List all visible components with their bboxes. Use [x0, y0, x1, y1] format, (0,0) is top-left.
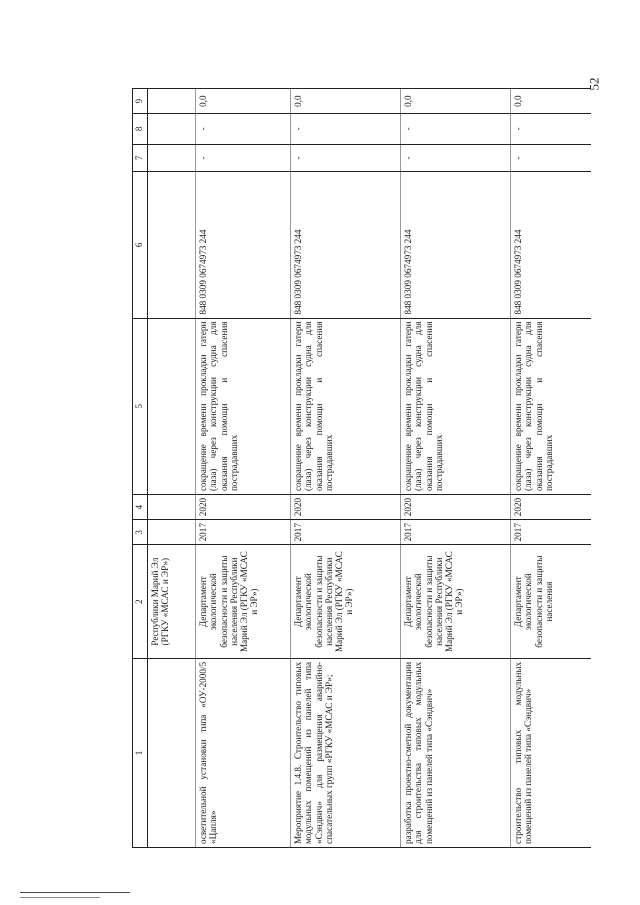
responsible-executor: Республики Марий Эл (РГКУ «МСАС и ЭР») [148, 545, 196, 658]
start-year: 2017 [291, 520, 401, 545]
measure-name [148, 658, 196, 847]
end-year: 2020 [511, 495, 591, 520]
start-year: 2017 [196, 520, 291, 545]
measure-name: строительство типовых модульных помещений из панелей типа «Сэндвич» [511, 658, 591, 847]
start-year: 2017 [401, 520, 511, 545]
col-header-3: 3 [133, 520, 148, 545]
value-col-8: - [511, 114, 591, 144]
measure-name: осветительной установки типа «ОУ-2000/5 «Цапля» [196, 658, 291, 847]
col-header-1: 1 [133, 658, 148, 847]
budget-code: 848 0309 0674973 244 [196, 172, 291, 318]
value-col-8: - [196, 114, 291, 144]
table-row [148, 89, 196, 848]
budget-code [148, 172, 196, 318]
col-header-5: 5 [133, 318, 148, 495]
end-year: 2020 [291, 495, 401, 520]
measure-name: Мероприятие 1.4.8. Строительство типовых модульных помещений из панелей типа «Сэндвич» для размещения аварийно-спасательных групп «РГКУ «МСАС и ЭР»; [291, 658, 401, 847]
budget-code: 848 0309 0674973 244 [511, 172, 591, 318]
end-year: 2020 [401, 495, 511, 520]
start-year: 2017 [511, 520, 591, 545]
value-col-7: - [196, 144, 291, 172]
value-col-7: - [511, 144, 591, 172]
responsible-executor: Департамент экологической безопасности и защиты населения [511, 545, 591, 658]
column-number-row [133, 89, 148, 848]
value-col-7: - [401, 144, 511, 172]
budget-code: 848 0309 0674973 244 [401, 172, 511, 318]
expected-result: сокращение времени прокладки гатери (лаза) через конструкции судна для оказания помощи и спасения пострадавших [511, 318, 591, 495]
budget-code: 848 0309 0674973 244 [291, 172, 401, 318]
end-year: 2020 [196, 495, 291, 520]
value-col-8: - [291, 114, 401, 144]
col-header-2: 2 [133, 545, 148, 658]
table-row [401, 89, 511, 848]
table-row [196, 89, 291, 848]
rotated-table-frame [132, 88, 554, 848]
value-col-8 [148, 114, 196, 144]
value-col-7 [148, 144, 196, 172]
expected-result: сокращение времени прокладки гатери (лаза) через конструкции судна для оказания помощи и спасения пострадавших [291, 318, 401, 495]
expected-result: сокращение времени прокладки гатери (лаза) через конструкции судна для оказания помощи и спасения пострадавших [196, 318, 291, 495]
table-row [291, 89, 401, 848]
scan-edge-line [20, 892, 130, 893]
col-header-9: 9 [133, 89, 148, 114]
end-year [148, 495, 196, 520]
value-col-9: 0,0 [401, 89, 511, 114]
value-col-9: 0,0 [196, 89, 291, 114]
scan-edge-line-2 [20, 897, 100, 898]
value-col-9: 0,0 [291, 89, 401, 114]
measure-name: разработка проектно-сметной документации для строительства типовых модульных помещений из панелей типа «Сэндвич» [401, 658, 511, 847]
value-col-9 [148, 89, 196, 114]
expected-result: сокращение времени прокладки гатери (лаза) через конструкции судна для оказания помощи и спасения пострадавших [401, 318, 511, 495]
col-header-6: 6 [133, 172, 148, 318]
value-col-8: - [401, 114, 511, 144]
col-header-8: 8 [133, 114, 148, 144]
value-col-7: - [291, 144, 401, 172]
page-number: 52 [586, 77, 602, 91]
responsible-executor: Департамент экологической безопасности и защиты населения Республики Марий Эл (РГКУ «МСАС и ЭР») [291, 545, 401, 658]
col-header-4: 4 [133, 495, 148, 520]
col-header-7: 7 [133, 144, 148, 172]
value-col-9: 0,0 [511, 89, 591, 114]
start-year [148, 520, 196, 545]
responsible-executor: Департамент экологической безопасности и защиты населения Республики Марий Эл (РГКУ «МСАС и ЭР») [401, 545, 511, 658]
responsible-executor: Департамент экологической безопасности и защиты населения Республики Марий Эл (РГКУ «МСАС и ЭР») [196, 545, 291, 658]
table-row [511, 89, 591, 848]
program-measures-table [132, 88, 591, 848]
expected-result [148, 318, 196, 495]
